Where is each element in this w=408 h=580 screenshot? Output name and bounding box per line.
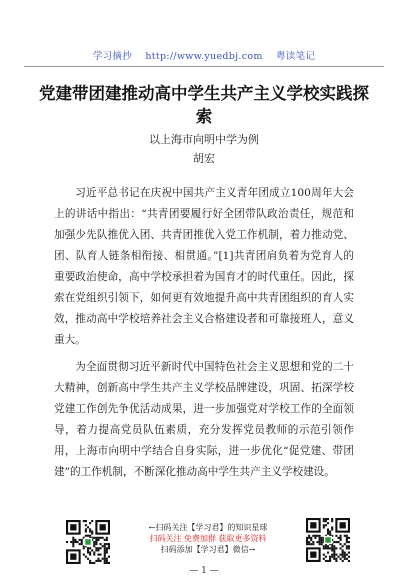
header-url-link[interactable]: http://www.yuedbj.com <box>145 51 263 62</box>
promo-line-wechat: 扫码添加【学习君】微信→ <box>160 545 256 554</box>
page-number: — 1 — <box>189 566 219 576</box>
article-subtitle: 以上海市向明中学为例 <box>149 133 259 146</box>
header-right-text: 粤读笔记 <box>275 51 316 62</box>
page-header <box>0 48 408 62</box>
promo-block <box>120 522 296 555</box>
article-body <box>54 183 354 489</box>
qr-code-icon <box>66 520 110 564</box>
qr-code-icon[interactable] <box>66 520 110 564</box>
qr-code-icon[interactable] <box>306 518 350 562</box>
article-author: 胡宏 <box>193 152 215 165</box>
header-left-text: 学习摘抄 <box>92 51 133 62</box>
header-divider <box>24 66 384 67</box>
promo-line-knowledge-planet: ←扫码关注【学习君】的知识星球 <box>148 523 268 532</box>
body-paragraph: 习近平总书记在庆祝中国共产主义青年团成立100周年大会上的讲话中指出：“共青团要履行好全团带队政治责任，规范和加强少先队推优入团、共青团推优入党工作机制，着力推动党、团、队育人链条相衔接、相贯通。”[1]共青团肩负着为党育人的重要政治使命，高中学校承担着为国育才的时代重任。因此，探索在党组织引领下，如何更有效地提升高中共青团组织的育人实效，推动高中学校培养社会主义合格建设者和可靠接班人，意义重大。 <box>54 187 354 346</box>
promo-line-free-group: 扫码关注 免费加群 获取更多资料 <box>149 534 267 543</box>
body-paragraph: 为全面贯彻习近平新时代中国特色社会主义思想和党的二十大精神，创新高中学生共产主义学校品牌建设，巩固、拓深学校党建工作创先争优活动成果，进一步加强党对学校工作的全面领导，着力提高党员队伍素质，充分发挥党员教师的示范引领作用，上海市向明中学结合自身实际，进一步优化“促党建、带团建”的工作机制，不断深化推动高中学生共产主义学校建设。 <box>54 361 354 478</box>
article-title: 党建带团建推动高中学生共产主义学校实践探索 <box>39 84 369 126</box>
qr-code-icon <box>306 518 350 562</box>
